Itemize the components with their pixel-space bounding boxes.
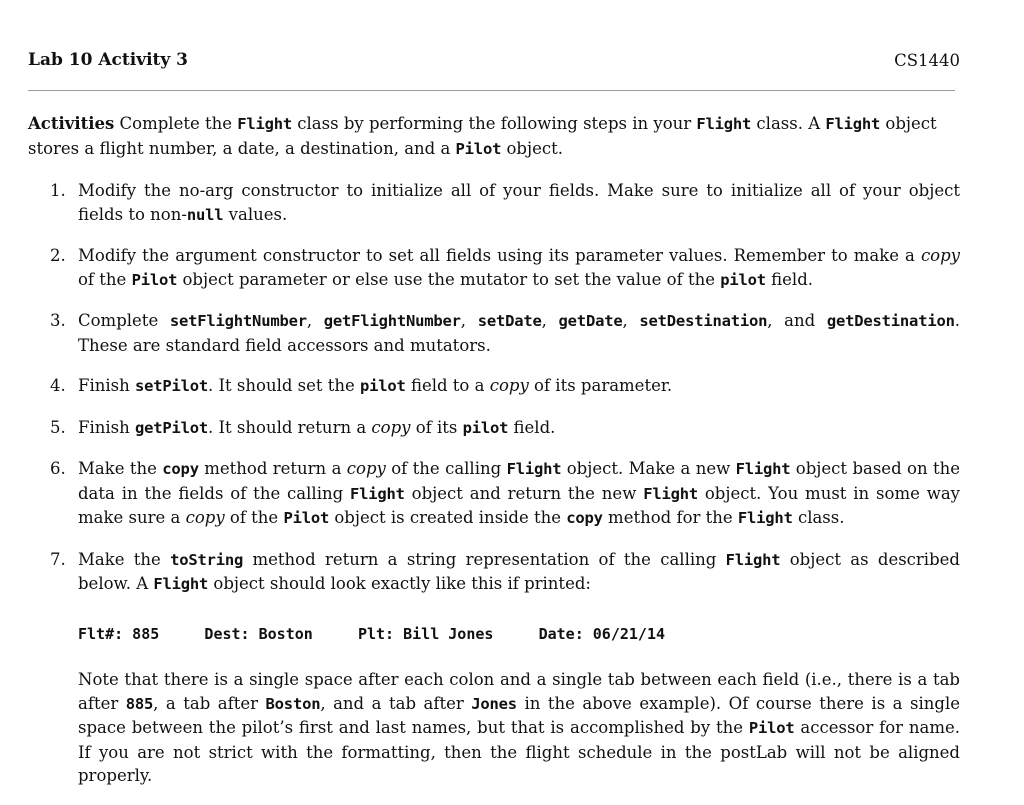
note-text-run: accessor for name. If you are not strict with the formatting, then the flight schedule in the postLab will not be aligned properly. — [78, 718, 961, 785]
item-number: 5. — [50, 417, 66, 437]
intro-text: class by performing the following steps in your — [292, 114, 697, 133]
intro-paragraph — [28, 112, 968, 161]
item-code: Flight — [643, 484, 698, 503]
item-number: 6. — [50, 459, 66, 478]
item-code: getDestination — [826, 312, 955, 330]
item-text-run: object. You must in some way make sure a — [78, 483, 960, 527]
item-code: pilot — [360, 377, 406, 395]
item-code: copy — [566, 509, 603, 527]
item-number: 2. — [50, 246, 66, 265]
item-text — [78, 179, 960, 227]
item-text-run: object parameter or else use the mutator to set the value of the — [177, 269, 721, 289]
item-code: Flight — [350, 484, 405, 503]
intro-code: Flight — [825, 115, 881, 133]
item-text — [78, 374, 960, 399]
item-text-run: object is created inside the — [329, 508, 567, 527]
item-number: 7. — [50, 549, 66, 569]
item-code: setPilot — [134, 377, 209, 395]
item-code: getPilot — [134, 418, 209, 437]
item-emphasis: copy — [920, 246, 960, 265]
item-text-run: object. Make a new — [561, 459, 736, 478]
list-item — [28, 244, 988, 292]
item-emphasis: copy — [371, 417, 411, 437]
item-text-run: of its parameter. — [528, 376, 673, 395]
item-text-run: field. — [765, 269, 814, 289]
item-code: Flight — [737, 509, 793, 527]
header-title: Lab 10 Activity 3 — [28, 50, 189, 70]
item-code: setDate — [477, 312, 542, 330]
item-text-run: Modify the no-arg constructor to initialize all of your fields. Make sure to initialize all of your object fields to non- — [78, 181, 960, 224]
item-text-run: Finish — [78, 376, 135, 395]
list-item — [28, 179, 988, 227]
item-text-run: Make the — [78, 459, 163, 478]
note-text-run: Note that there is a single space after each colon and a single tab between each field (i.e., there is a tab after — [78, 670, 960, 713]
list-item — [28, 309, 988, 357]
item-text-run: of the calling — [385, 459, 507, 478]
note-text-run: , and a tab after — [320, 693, 472, 713]
item-text-run: method for the — [602, 508, 738, 527]
item-code: getFlightNumber — [323, 312, 461, 330]
item-code: pilot — [720, 270, 766, 289]
intro-code: Pilot — [455, 139, 502, 158]
item-code: toString — [170, 550, 244, 569]
item-text — [78, 309, 960, 357]
item-code: Flight — [506, 460, 562, 478]
item-number: 1. — [50, 181, 66, 200]
item-emphasis: copy — [185, 508, 225, 527]
note-code: 885 — [125, 694, 154, 713]
header-course: CS1440 — [894, 51, 960, 70]
item-number: 3. — [50, 311, 66, 330]
item-code: null — [186, 205, 224, 224]
item-text-run: Complete — [78, 311, 170, 330]
item-text-run: , — [622, 311, 640, 330]
item-text-run: object should look exactly like this if printed: — [208, 574, 591, 593]
item-code: copy — [162, 460, 199, 478]
intro-text: class. A — [751, 114, 826, 133]
item-code: getDate — [558, 312, 623, 330]
item-text-run: , and — [767, 311, 827, 330]
list-item — [28, 457, 988, 531]
item-emphasis: copy — [489, 376, 529, 395]
header-rule — [28, 90, 955, 91]
item-text-run: , — [306, 311, 324, 330]
item-text-run: , — [460, 311, 478, 330]
item-code: Flight — [735, 460, 791, 478]
item-text-run: Finish — [78, 417, 135, 437]
item-text-run: method return a string representation of the calling — [243, 549, 726, 569]
activity-list — [28, 179, 988, 805]
item-code: Pilot — [131, 270, 178, 289]
item-text — [78, 416, 960, 441]
list-item — [28, 548, 988, 788]
item-text-run: of the — [78, 269, 132, 289]
item-code: setDestination — [639, 312, 768, 330]
note-code: Pilot — [748, 719, 795, 737]
intro-text: object stores a flight number, a date, a destination, and a — [28, 114, 937, 158]
intro-code: Flight — [696, 115, 752, 133]
item-code: setFlightNumber — [169, 312, 307, 330]
item-code: pilot — [462, 418, 509, 437]
note-code: Jones — [471, 694, 517, 713]
item-text-run: class. — [792, 508, 845, 527]
intro-code: Flight — [237, 115, 293, 133]
item-text-run: . These are standard field accessors and mutators. — [78, 311, 960, 355]
item-text-run: values. — [223, 204, 288, 224]
item-emphasis: copy — [346, 459, 386, 478]
item-text-run: of its — [410, 417, 463, 437]
note-code: Boston — [265, 694, 321, 713]
item-number: 4. — [50, 376, 66, 395]
example-output: Flt#: 885 Dest: Boston Plt: Bill Jones Date: 06/21/14 — [78, 624, 665, 643]
item-text-run: object based on the data in the fields of the calling — [78, 459, 960, 503]
item-text-run: method return a — [198, 459, 347, 478]
item-text-run: . It should return a — [208, 417, 372, 437]
intro-text: Complete the — [114, 114, 238, 133]
intro-text: object. — [501, 138, 563, 158]
note-text-run: in the above example). Of course there is a single space between the pilot’s first and last names, but that is accomplished by the — [78, 693, 961, 737]
item-text-run: Modify the argument constructor to set all fields using its parameter values. Remember to make a — [78, 246, 921, 265]
list-item — [28, 374, 988, 399]
item-code: Flight — [725, 550, 781, 569]
item-code: Flight — [153, 575, 209, 593]
list-item — [28, 416, 988, 441]
item-text — [78, 548, 960, 597]
item-text-run: field. — [508, 417, 556, 437]
item-text-run: object as described below. A — [78, 549, 960, 593]
item-text-run: . It should set the — [208, 376, 361, 395]
item-text-run: Make the — [78, 549, 171, 569]
item-text-run: , — [541, 311, 559, 330]
item-code: Pilot — [283, 509, 330, 527]
note-text-run: , a tab after — [153, 693, 266, 713]
item-text — [78, 457, 960, 531]
formatting-note — [78, 668, 960, 788]
item-text — [78, 244, 960, 292]
item-text-run: object and return the new — [404, 483, 644, 503]
item-text-run: of the — [224, 508, 284, 527]
item-text-run: field to a — [405, 376, 490, 395]
intro-heading: Activities — [28, 114, 115, 133]
